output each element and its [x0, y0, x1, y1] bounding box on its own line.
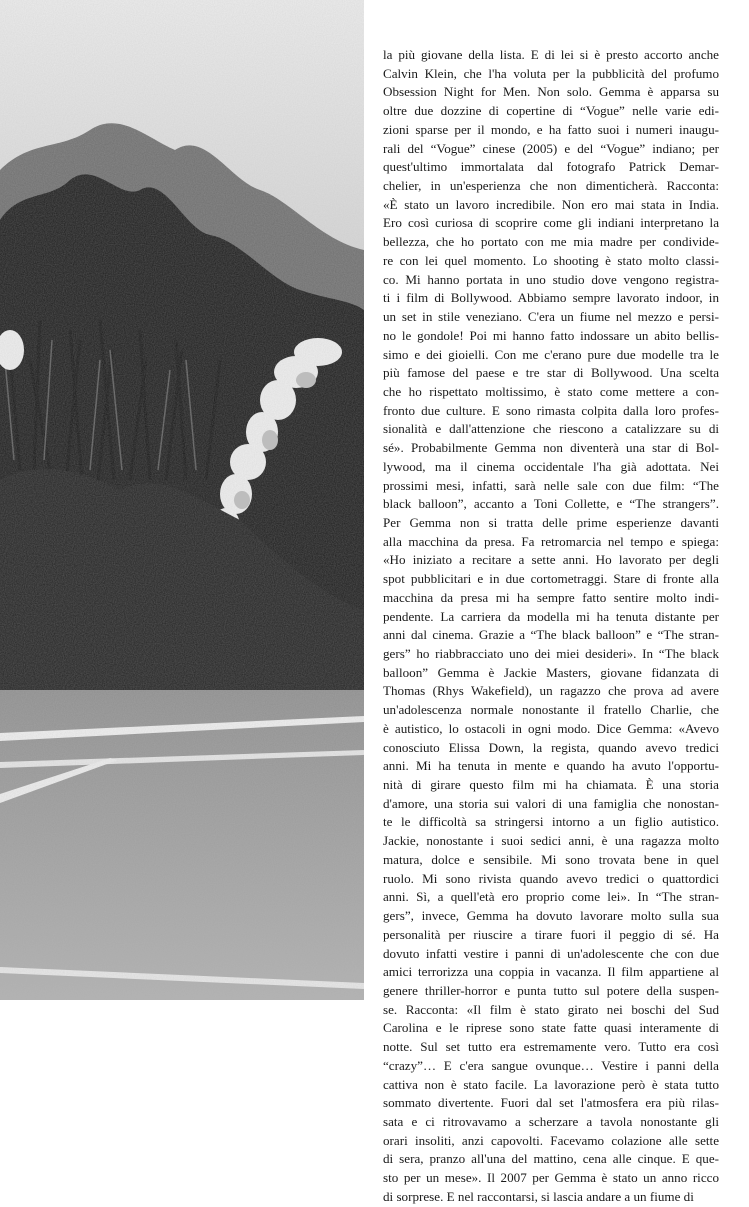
article-line: la più giovane della lista. E di lei si è presto accorto anche: [383, 47, 719, 62]
article-line: oltre due dozzine di copertine di “Vogue” nelle varie edi-: [383, 103, 719, 119]
article-line: Jackie, nonostante i suoi sedici anni, è una ragazza molto: [383, 833, 719, 849]
article-line: sé». Probabilmente Gemma non diventerà una star di Bol-: [383, 440, 719, 456]
article-line: ruolo. Mi sono rivista quando avevo tredici o quattordici: [383, 870, 719, 886]
garden-photo: [0, 0, 364, 1000]
article-line: «È stato un lavoro incredibile. Non ero mai stata in India.: [383, 196, 719, 212]
article-line: prossimi mesi, infatti, sarà nelle sale con due film: “The: [383, 477, 719, 493]
article-line: sto per un mese». Il 2007 per Gemma è stato un anno ricco: [383, 1170, 719, 1186]
film-grain: [0, 0, 364, 1000]
article-line: alla macchina da presa. Fa retromarcia nel tempo e spiega:: [383, 533, 719, 549]
article-line: matura, dolce e sensibile. Mi sono trovata bene in quel: [383, 851, 719, 867]
article-line: pendente. La carriera da modella mi ha tenuta distante per: [383, 608, 719, 624]
article-line: no le gondole! Poi mi hanno fatto indossare un abito bellis-: [383, 327, 719, 343]
article-line: anni dal cinema. Grazie a “The black balloon” e “The stran-: [383, 627, 719, 643]
article-line: fronto due culture. E sono rimasta colpita dalla loro profes-: [383, 402, 719, 418]
article-line: d'amore, una storia sui valori di una famiglia che nonostan-: [383, 795, 719, 811]
article-line: genere thriller-horror e punta tutto sul potere della suspen-: [383, 982, 719, 998]
article-line: Per Gemma non si tratta delle prime esperienze davanti: [383, 514, 719, 530]
article-line: gers” ho riabbracciato uno dei miei desideri». In “The black: [383, 646, 719, 661]
article-line: quest'ultimo immortalata dal fotografo Patrick Demar-: [383, 159, 719, 175]
article-line: re con lei quel momento. Lo shooting è stato molto classi-: [383, 252, 719, 268]
article-line: zioni sparse per il mondo, e ha fatto suoi i numeri inaugu-: [383, 121, 719, 137]
article-text-column: [383, 46, 719, 1207]
article-line: più famose del paese e tre star di Bollywood. Una scelta: [383, 365, 719, 381]
article-line: sata e ci ritrovavamo a scherzare a tavola nonostante gli: [383, 1113, 719, 1129]
article-line: notte. Sul set tutto era estremamente vero. Tutto era così: [383, 1039, 719, 1055]
article-line: che ho rispettato moltissimo, è stato come mettere a con-: [383, 383, 719, 399]
article-line: amici terrorizza una coppia in vacanza. Il film appartiene al: [383, 964, 719, 980]
article-line: Thomas (Rhys Wakefield), un ragazzo che prova ad avere: [383, 683, 719, 699]
article-line: macchina da presa mi ha sempre fatto sentire molto indi-: [383, 589, 719, 605]
article-line: te le difficoltà sa stringersi intorno a un figlio autistico.: [383, 814, 719, 830]
article-line: ti i film di Bollywood. Abbiamo sempre lavorato indoor, in: [383, 290, 719, 306]
article-line: «Ho iniziato a recitare a sette anni. Ho lavorato per degli: [383, 552, 719, 568]
article-line: “crazy”… E c'era sangue ovunque… Vestire i panni della: [383, 1057, 719, 1073]
article-line: sommato divertente. Fuori dal set l'atmosfera era più rilas-: [383, 1095, 719, 1111]
article-line: dovuto infatti vestire i panni di un'adolescente che con due: [383, 945, 719, 961]
article-line: di sera, pranzo all'una del mattino, cena alle cinque. E que-: [383, 1151, 719, 1167]
article-line: spot pubblicitari e in due cortometraggi. Stare di fronte alla: [383, 571, 719, 587]
article-line: rali del “Vogue” cinese (2005) e del “Vogue” indiano; per: [383, 140, 719, 156]
article-line: co. Mi hanno portata in uno studio dove vengono registra-: [383, 271, 719, 287]
article-line: black balloon”, accanto a Toni Collette, e “The strangers”.: [383, 496, 719, 512]
article-line: anni. Sì, a quell'età ero proprio come lei». In “The stran-: [383, 889, 719, 905]
article-line: sionalità e dall'attenzione che riescono a catalizzare su di: [383, 421, 719, 437]
article-line: cattiva non è stato facile. La lavorazione però è stata tutto: [383, 1076, 719, 1092]
article-line: personalità per riuscire a tirare fuori il peggio di sé. Ha: [383, 926, 719, 942]
article-line: è autistico, lo ostacoli in ogni modo. Dice Gemma: «Avevo: [383, 720, 719, 736]
article-line: Calvin Klein, che l'ha voluta per la pubblicità del profumo: [383, 65, 719, 81]
article-line: un'adolescenza normale nonostante il fratello Charlie, che: [383, 702, 719, 718]
article-line: bellezza, che ho portato con me mia madre per condivide-: [383, 234, 719, 250]
article-line: balloon” Gemma è Jackie Masters, giovane fidanzata di: [383, 664, 719, 680]
article-line: Carolina e le riprese sono state fatte quasi interamente di: [383, 1020, 719, 1036]
article-line: Obsession Night for Men. Non solo. Gemma è apparsa su: [383, 84, 719, 100]
article-line: nità di girare questo film mi ha chiamata. È una storia: [383, 777, 719, 793]
article-line: un set in stile veneziano. C'era un fiume nel mezzo e persi-: [383, 309, 719, 325]
article-line: conosciuto Elissa Down, la regista, quando avevo tredici: [383, 739, 719, 755]
garden-photo-drawing: [0, 0, 364, 1000]
article-line: simo e dei gioielli. Con me c'erano pure due modelle tra le: [383, 346, 719, 362]
article-line: se. Racconta: «Il film è stato girato nei boschi del Sud: [383, 1001, 719, 1017]
article-line: anni. Mi ha tenuta in mente e quando ha avuto l'opportu-: [383, 758, 719, 774]
article-line: orari insoliti, anzi capovolti. Facevamo colazione alle sette: [383, 1132, 719, 1148]
article-line: chelier, in un'esperienza che non dimenticherà. Racconta:: [383, 178, 719, 194]
article-line: lywood, ma il cinema occidentale l'ha già adottata. Nei: [383, 458, 719, 474]
article-line: gers”, invece, Gemma ha dovuto lavorare molto sulla sua: [383, 908, 719, 924]
article-line: Ero così curiosa di scoprire come gli indiani interpretano la: [383, 215, 719, 231]
article-line: di sorprese. E nel raccontarsi, si lascia andare a un fiume di: [383, 1188, 694, 1204]
